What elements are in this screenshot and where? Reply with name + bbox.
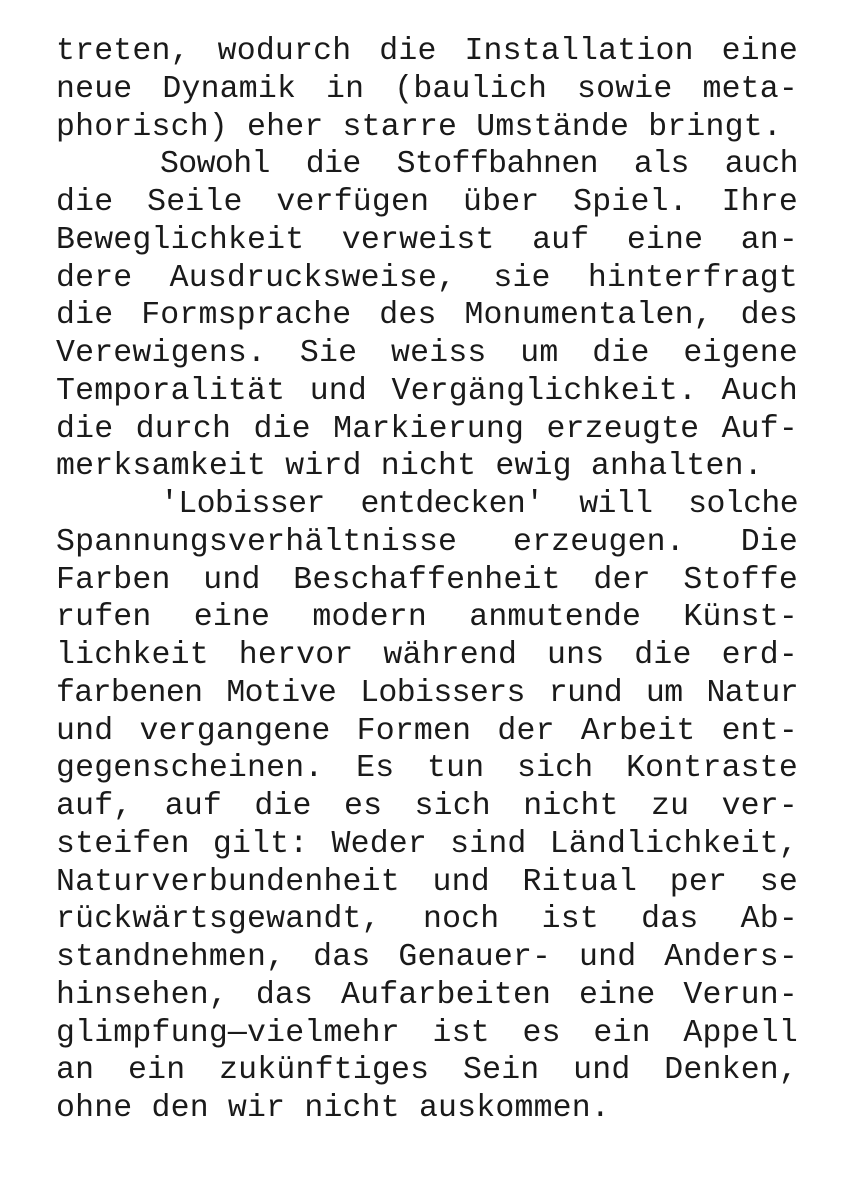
- text-line: gegenscheinen. Es tun sich Kontraste: [56, 751, 798, 787]
- text-line: Temporalität und Vergänglichkeit. Auch: [56, 373, 798, 409]
- paragraph-1: [56, 33, 798, 146]
- text-line: rufen eine modern anmutende Künst-: [56, 600, 798, 636]
- text-line: steifen gilt: Weder sind Ländlichkeit,: [56, 826, 798, 862]
- text-line: merksamkeit wird nicht ewig anhalten.: [56, 449, 763, 485]
- text-line: lichkeit hervor während uns die erd-: [56, 638, 798, 673]
- text-line: und vergangene Formen der Arbeit ent-: [56, 713, 798, 749]
- text-line: Sowohl die Stoffbahnen als auch: [160, 147, 798, 183]
- text-line: Verewigens. Sie weiss um die eigene: [56, 336, 798, 371]
- text-line: Beweglichkeit verweist auf eine an-: [56, 222, 798, 258]
- paragraph-2: [56, 146, 798, 486]
- text-line: hinsehen, das Aufarbeiten eine Verun-: [56, 977, 798, 1013]
- text-line: treten, wodurch die Installation eine: [56, 34, 798, 69]
- text-line: Naturverbundenheit und Ritual per se: [56, 864, 798, 900]
- text-line: an ein zukünftiges Sein und Denken,: [56, 1053, 798, 1089]
- text-line: ohne den wir nicht auskommen.: [56, 1091, 610, 1126]
- text-line: die Seile verfügen über Spiel. Ihre: [56, 185, 798, 220]
- text-line: neue Dynamik in (baulich sowie meta-: [56, 71, 798, 107]
- text-line: Farben und Beschaffenheit der Stoffe: [56, 562, 798, 598]
- text-line: standnehmen, das Genauer- und Anders-: [56, 940, 798, 975]
- paragraph-3: [56, 486, 798, 1128]
- text-line: phorisch) eher starre Umstände bringt.: [56, 109, 782, 145]
- text-line: glimpfung—vielmehr ist es ein Appell: [56, 1015, 798, 1051]
- text-line: die durch die Markierung erzeugte Auf-: [56, 411, 798, 447]
- text-line: dere Ausdrucksweise, sie hinterfragt: [56, 260, 798, 296]
- text-line: Spannungsverhältnisse erzeugen. Die: [56, 524, 798, 560]
- text-line: 'Lobisser entdecken' will solche: [160, 487, 798, 522]
- text-line: die Formsprache des Monumentalen, des: [56, 298, 798, 334]
- text-line: auf, auf die es sich nicht zu ver-: [56, 789, 798, 824]
- text-line: rückwärtsgewandt, noch ist das Ab-: [56, 902, 798, 938]
- document-page: [56, 33, 798, 1128]
- text-line: farbenen Motive Lobissers rund um Natur: [56, 675, 798, 711]
